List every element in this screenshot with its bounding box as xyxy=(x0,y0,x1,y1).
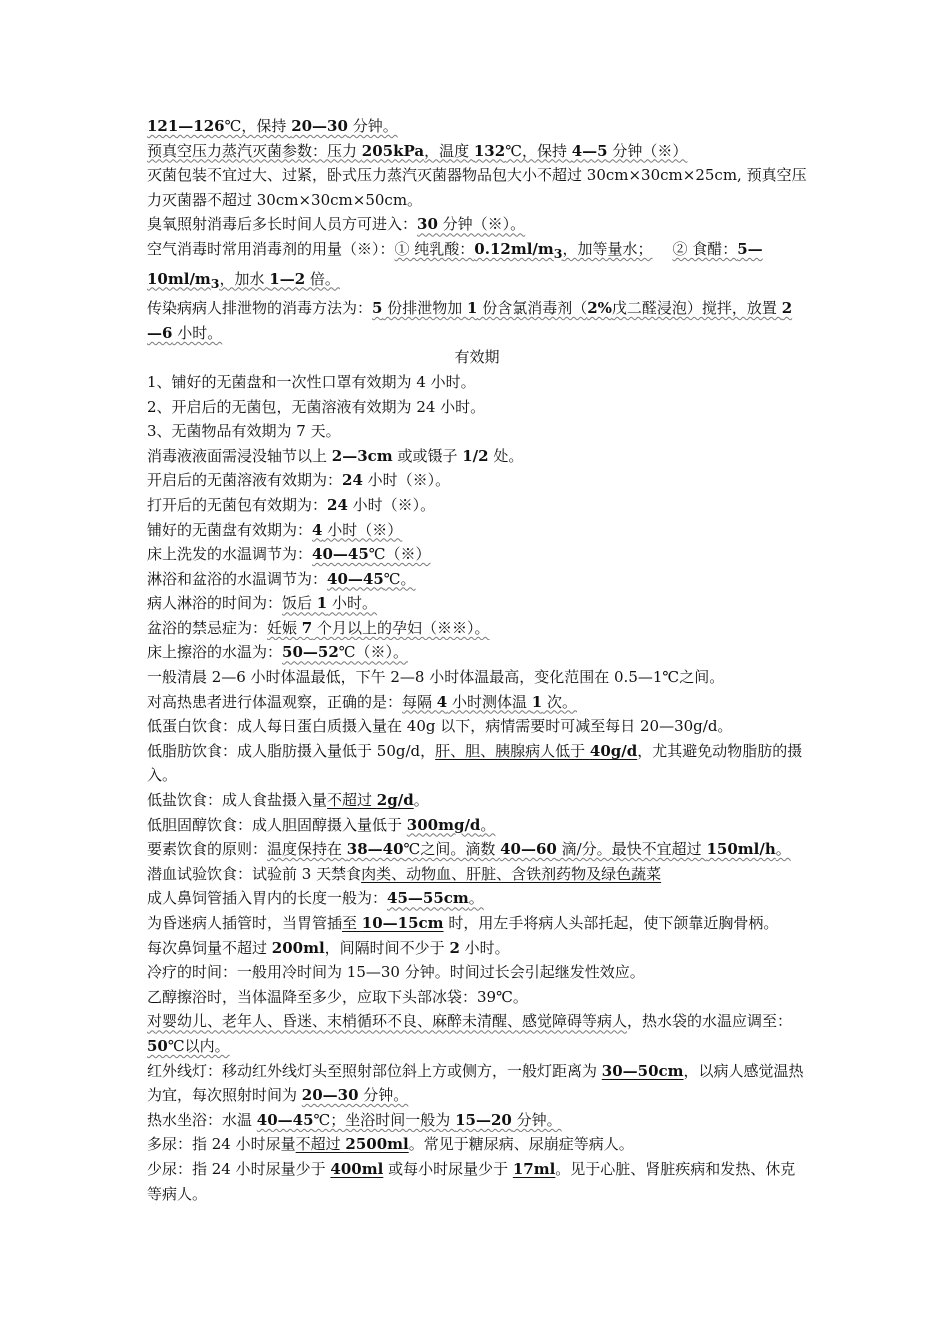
line-ozone: 臭氧照射消毒后多长时间人员方可进入：30 分钟（※）。 xyxy=(147,215,526,234)
section-title: 有效期 xyxy=(454,348,500,367)
list-item: 3、无菌物品有效期为 7 天。 xyxy=(147,422,341,441)
line-elemental-diet: 要素饮食的原则：温度保持在 38—40℃之间。滴数 40—60 滴/分。最快不宜超过 150ml/h。 xyxy=(147,840,791,859)
line-polyuria: 多尿：指 24 小时尿量不超过 2500ml。常见于糖尿病、尿崩症等病人。 xyxy=(147,1135,634,1154)
line-oliguria: 少尿：指 24 小时尿量少于 400ml 或每小时尿量少于 17ml。见于心脏、肾脏疾病和发热、休克等病人。 xyxy=(147,1159,796,1203)
line-shower-temp: 淋浴和盆浴的水温调节为：40—45℃。 xyxy=(147,569,416,588)
line-high-fever: 对高热患者进行体温观察，正确的是：每隔 4 小时测体温 1 次。 xyxy=(147,692,577,711)
line-feeding-volume: 每次鼻饲量不超过 200ml，间隔时间不少于 2 小时。 xyxy=(147,938,510,957)
line-sitz-bath: 热水坐浴：水温 40—45℃；坐浴时间一般为 15—20 分钟。 xyxy=(147,1110,562,1129)
line-immersion-depth: 消毒液液面需浸没轴节以上 2—3cm 或或镊子 1/2 处。 xyxy=(147,446,524,465)
line-low-protein: 低蛋白饮食：成人每日蛋白质摄入量在 40g 以下，病情需要时可减至每日 20—30g/d。 xyxy=(147,717,733,736)
line-bath-contraindication: 盆浴的禁忌症为：妊娠 7 个月以上的孕妇（※※）。 xyxy=(147,618,490,637)
line-low-cholesterol: 低胆固醇饮食：成人胆固醇摄入量低于 300mg/d。 xyxy=(147,815,496,834)
line-coma-intubation: 为昏迷病人插管时，当胃管插至 10—15cm 时，用左手将病人头部托起，使下颌靠近胸骨柄。 xyxy=(147,914,779,932)
line-alcohol-bath: 乙醇擦浴时，当体温降至多少，应取下头部冰袋：39℃。 xyxy=(147,987,528,1006)
line-low-salt: 低盐饮食：成人食盐摄入量不超过 2g/d。 xyxy=(147,791,429,810)
list-item: 1、铺好的无菌盘和一次性口罩有效期为 4 小时。 xyxy=(147,372,476,391)
line-opened-package: 打开后的无菌包有效期为：24 小时（※）。 xyxy=(147,495,436,514)
line-body-temp-range: 一般清晨 2—6 小时体温最低，下午 2—8 小时体温最高，变化范围在 0.5—1℃之间。 xyxy=(147,668,725,687)
line-shower-time: 病人淋浴的时间为：饭后 1 小时。 xyxy=(147,594,378,613)
line-opened-solution: 开启后的无菌溶液有效期为：24 小时（※）。 xyxy=(147,471,451,490)
line-prevacuum-params: 预真空压力蒸汽灭菌参数：压力 205kPa，温度 132℃，保持 4—5 分钟（※） xyxy=(147,141,688,160)
line-nasogastric-length: 成人鼻饲管插入胃内的长度一般为：45—55cm。 xyxy=(147,889,484,908)
line-bed-bath-temp: 床上擦浴的水温为：50—52℃（※）。 xyxy=(147,643,409,662)
line-hair-wash-temp: 床上洗发的水温调节为：40—45℃（※） xyxy=(147,545,431,564)
line-air-disinfectant: 空气消毒时常用消毒剂的用量（※）：① 纯乳酸：$0.12ml/m_3$，加等量水； ② 食醋：$5—10ml/m_3$，加水 1—2 倍。 xyxy=(147,239,763,291)
document-page xyxy=(147,114,807,1206)
line-low-fat: 低脂肪饮食：成人脂肪摄入量低于 50g/d，肝、胆、胰腺病人低于 40g/d，尤其避免动物脂肪的摄入。 xyxy=(147,741,803,785)
list-item: 2、开启后的无菌包，无菌溶液有效期为 24 小时。 xyxy=(147,397,486,416)
line-infrared-lamp: 红外线灯：移动红外线灯头至照射部位斜上方或侧方，一般灯距离为 30—50cm，以病人感觉温热为宜，每次照射时间为 20—30 分钟。 xyxy=(147,1061,804,1105)
line-sterile-tray: 铺好的无菌盘有效期为：4 小时（※） xyxy=(147,520,403,539)
line-package-size: 灭菌包装不宜过大、过紧，卧式压力蒸汽灭菌器物品包大小不超过 30cm×30cm×25cm, 预真空压力灭菌器不超过 30cm×30cm×50cm。 xyxy=(147,166,807,209)
line-cold-therapy: 冷疗的时间：一般用冷时间为 15—30 分钟。时间过长会引起继发性效应。 xyxy=(147,963,645,982)
line-hot-water-bag: 对婴幼儿、老年人、昏迷、末梢循环不良、麻醉未清醒、感觉障碍等病人，热水袋的水温应调至：50℃以内。 xyxy=(147,1012,793,1055)
line-occult-blood-diet: 潜血试验饮食：试验前 3 天禁食肉类、动物血、肝脏、含铁剂药物及绿色蔬菜 xyxy=(147,864,662,883)
line-sterilization-time: 121—126℃，保持 20—30 分钟。 xyxy=(147,117,398,135)
line-excreta-disinfection: 传染病病人排泄物的消毒方法为：5 份排泄物加 1 份含氯消毒剂（2%戊二醛浸泡）搅拌，放置 2—6 小时。 xyxy=(147,299,793,342)
